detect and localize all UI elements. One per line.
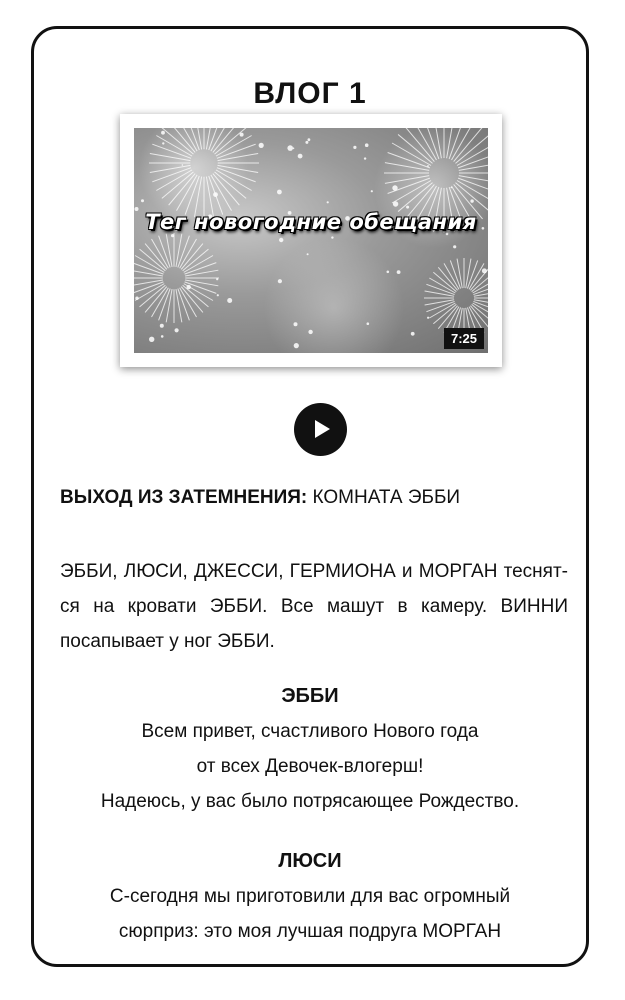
vlog-title: ВЛОГ 1 [253,77,367,110]
play-icon [315,420,330,438]
action-paragraph [60,554,568,659]
dialogue-block [34,844,586,949]
action-line: посапывает у ног ЭББИ. [60,631,275,652]
dialogue-line: от всех Девочек-влогерш! [196,756,424,777]
action-line: ся на кровати ЭББИ. Все машут в камеру. ВИННИ [60,596,568,617]
character-name: ЛЮСИ [278,850,342,872]
video-duration-badge: 7:25 [444,328,484,349]
dialogue-line: сюрприз: это моя лучшая подруга МОРГАН [118,921,502,942]
fireworks-background [134,128,488,353]
dialogue-line: Всем привет, счастливого Нового года [141,721,479,742]
script-card [31,26,589,967]
character-name: ЭББИ [281,685,339,707]
dialogue-line: Надеюсь, у вас было потрясающее Рождество. [100,791,520,812]
dialogue-line: С-сегодня мы приготовили для вас огромный [109,886,511,907]
thumbnail-image [134,128,488,353]
video-thumbnail[interactable] [120,114,502,367]
scene-heading-location: КОМНАТА ЭББИ [312,487,461,508]
dialogue-block [34,679,586,819]
scene-heading [60,487,460,509]
thumbnail-title: Тег новогодние обещания [145,210,477,234]
action-line: ЭББИ, ЛЮСИ, ДЖЕССИ, ГЕРМИОНА и МОРГАН теснят- [60,561,568,582]
scene-heading-label: ВЫХОД ИЗ ЗАТЕМНЕНИЯ: [60,487,308,508]
play-button[interactable] [294,403,347,456]
